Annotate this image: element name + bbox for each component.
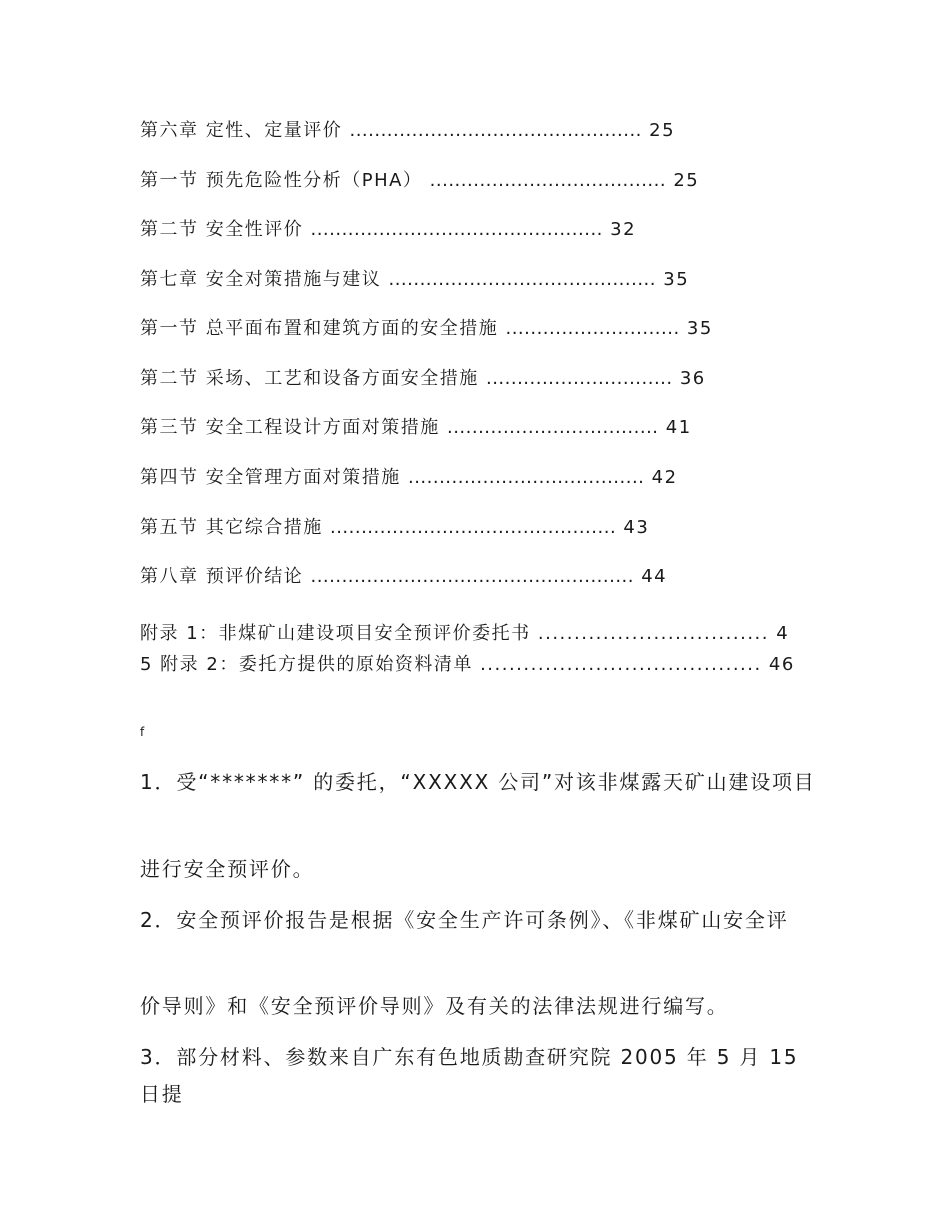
toc-entry-title: 第三节 安全工程设计方面对策措施 bbox=[140, 417, 440, 438]
paragraph-note-2-continued: 价导则》和《安全预评价导则》及有关的法律法规进行编写。 bbox=[140, 994, 729, 1018]
toc-entry-title: 第二节 安全性评价 bbox=[140, 219, 304, 240]
toc-leader-dots: .............................. bbox=[485, 368, 673, 389]
paragraph-note-1: 1．受“*******” 的委托，“XXXXX 公司”对该非煤露天矿山建设项目 bbox=[140, 770, 816, 794]
toc-page-number: 32 bbox=[610, 219, 637, 240]
toc-leader-dots: ...................................... bbox=[407, 467, 645, 488]
toc-page-number: 42 bbox=[651, 467, 678, 488]
paragraph-note-1-continued: 进行安全预评价。 bbox=[140, 857, 315, 881]
toc-entry[interactable] bbox=[140, 219, 636, 241]
paragraph-note-2: 2．安全预评价报告是根据《安全生产许可条例》、《非煤矿山安全评 bbox=[140, 908, 789, 932]
toc-leader-dots: .................................. bbox=[446, 417, 659, 438]
toc-page-number: 36 bbox=[679, 368, 706, 389]
toc-leader-dots: ............................ bbox=[505, 318, 680, 339]
toc-entry[interactable] bbox=[140, 566, 667, 588]
toc-entry-title: 第二节 采场、工艺和设备方面安全措施 bbox=[140, 368, 479, 389]
toc-entry-title: 第六章 定性、定量评价 bbox=[140, 120, 343, 141]
toc-entry-title: 第四节 安全管理方面对策措施 bbox=[140, 467, 401, 488]
toc-entry-title: 第一节 预先危险性分析（PHA） bbox=[140, 170, 423, 191]
toc-entry[interactable] bbox=[140, 517, 649, 539]
toc-appendix-entries[interactable]: 附录 1：非煤矿山建设项目安全预评价委托书 ................................ 45 附录 2：委托方提供的原始资料清单 ....................................... 46 bbox=[140, 623, 795, 675]
toc-entry-title: 第五节 其它综合措施 bbox=[140, 517, 323, 538]
toc-page-number: 25 bbox=[673, 170, 700, 191]
toc-page-number: 35 bbox=[663, 269, 690, 290]
stray-character: f bbox=[140, 725, 145, 739]
toc-entry[interactable] bbox=[140, 467, 678, 489]
toc-page-number: 25 bbox=[649, 120, 676, 141]
paragraph-note-3: 3．部分材料、参数来自广东有色地质勘查研究院 2005 年 5 月 15 日提 bbox=[140, 1045, 799, 1106]
toc-leader-dots: ...................................... bbox=[429, 170, 667, 191]
toc-leader-dots: ............................................... bbox=[349, 120, 642, 141]
toc-leader-dots: ............................................... bbox=[310, 219, 603, 240]
toc-page-number: 44 bbox=[641, 566, 668, 587]
toc-entry[interactable] bbox=[140, 269, 689, 291]
toc-entry[interactable] bbox=[140, 318, 713, 340]
toc-leader-dots: ........................................... bbox=[388, 269, 657, 290]
toc-entry[interactable] bbox=[140, 120, 675, 142]
toc-entry[interactable] bbox=[140, 417, 692, 439]
toc-entry-title: 第一节 总平面布置和建筑方面的安全措施 bbox=[140, 318, 499, 339]
toc-page-number: 35 bbox=[686, 318, 713, 339]
toc-page-number: 41 bbox=[665, 417, 692, 438]
toc-page-number: 43 bbox=[623, 517, 650, 538]
toc-leader-dots: .................................................... bbox=[310, 566, 634, 587]
toc-entry[interactable] bbox=[140, 368, 706, 390]
toc-leader-dots: .............................................. bbox=[329, 517, 617, 538]
toc-entry[interactable] bbox=[140, 170, 699, 192]
toc-entry-title: 第七章 安全对策措施与建议 bbox=[140, 269, 382, 290]
toc-entry-title: 第八章 预评价结论 bbox=[140, 566, 304, 587]
